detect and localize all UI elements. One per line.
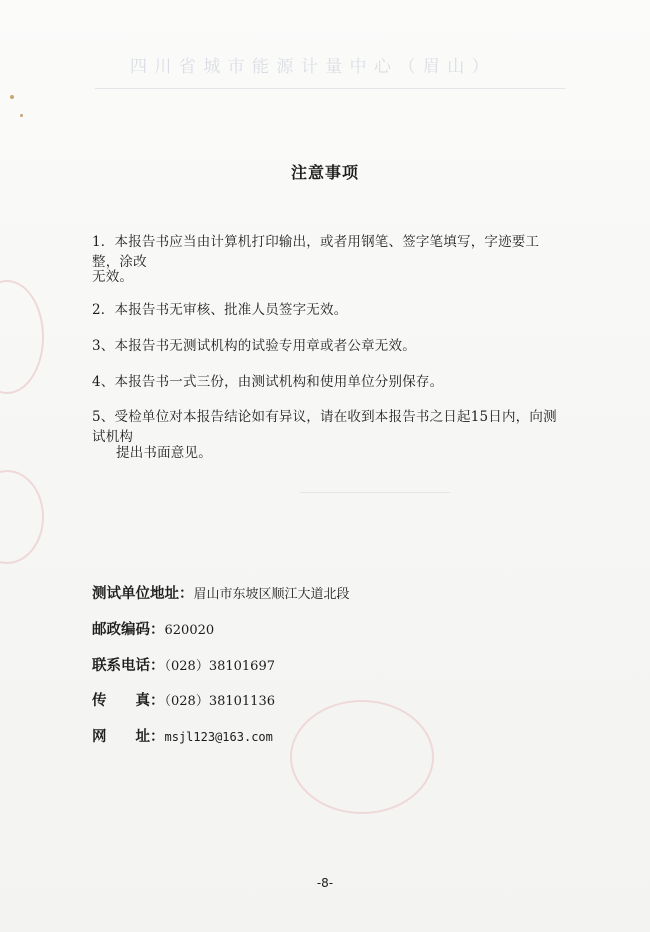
address-label: 测试单位地址： (92, 586, 194, 602)
note-item-2 (92, 300, 562, 320)
show-through-rule (95, 88, 565, 89)
note-text: 4、本报告书一式三份，由测试机构和使用单位分别保存。 (92, 374, 444, 390)
postcode-value: 620020 (164, 623, 215, 638)
show-through-header: 四 川 省 城 市 能 源 计 量 中 心 （ 眉 山 ） (130, 57, 490, 77)
contact-phone-row (92, 654, 275, 675)
phone-label: 联系电话： (92, 658, 165, 674)
fax-value: （028）38101136 (164, 694, 275, 709)
paper-speck (10, 95, 14, 99)
phone-value: （028）38101697 (164, 659, 275, 674)
page-title: 注意事项 (290, 163, 359, 182)
stamp-shadow (0, 280, 44, 394)
note-text: 3、本报告书无测试机构的试验专用章或者公章无效。 (92, 338, 416, 354)
web-label: 网 址： (92, 729, 165, 745)
web-value: msjl123@163.com (164, 730, 273, 744)
show-through-rule (300, 492, 450, 493)
note-text: 5、受检单位对本报告结论如有异议，请在收到本报告书之日起15日内，向测试机构 (92, 409, 557, 445)
address-value: 眉山市东坡区顺江大道北段 (193, 587, 350, 602)
contact-address-row (92, 582, 350, 603)
contact-web-row (92, 725, 273, 746)
note-item-5-continuation: 提出书面意见。 (116, 445, 212, 461)
note-item-4 (92, 372, 562, 392)
page-number: -8- (316, 876, 334, 890)
note-text: 1．本报告书应当由计算机打印输出，或者用钢笔、签字笔填写，字迹要工整，涂改 (92, 234, 540, 270)
stamp-shadow (290, 700, 434, 814)
paper-speck (20, 114, 23, 117)
contact-fax-row (92, 689, 275, 710)
note-item-3 (92, 336, 562, 356)
note-text: 2．本报告书无审核、批准人员签字无效。 (92, 302, 348, 318)
postcode-label: 邮政编码： (92, 622, 165, 638)
note-item-1 (92, 232, 562, 272)
fax-label: 传 真： (92, 693, 165, 709)
contact-postcode-row (92, 618, 214, 639)
stamp-shadow (0, 470, 44, 564)
note-item-1-continuation: 无效。 (92, 269, 134, 285)
